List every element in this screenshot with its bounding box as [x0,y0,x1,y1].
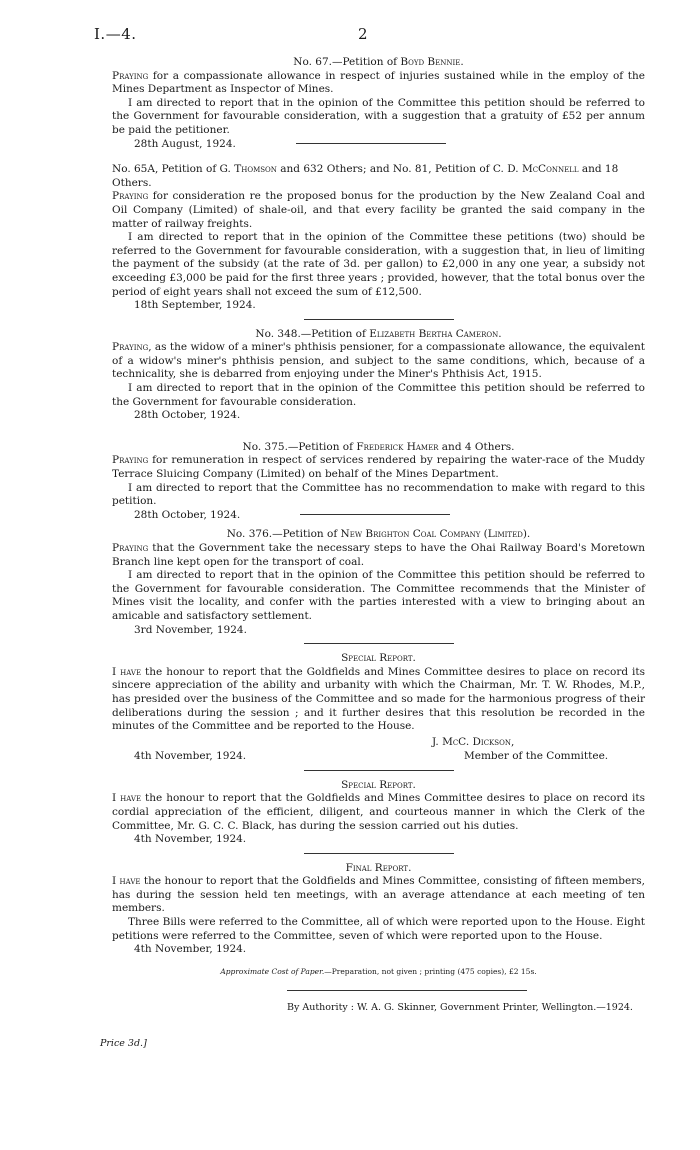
petition-heading: No. 65A, Petition of G. Thomson and 632 Others; and No. 81, Petition of C. D. McConnell and 18 Others. [112,163,619,189]
petition-report: I am directed to report that in the opinion of the Committee these petitions (two) should be referred to the Government for favourable consideration, with a suggestion that, in lieu of limiting the payment of the subsidy (at the rate of 3d. per gallon) to £2,000 in any one year, a subsidy not exceeding £3,000 be paid for the first three years ; provided, however, that the total bonus over the period of eight years shall not exceed the sum of £12,500. [112,231,645,298]
page-number: 2 [358,25,368,43]
petition-348 [112,328,645,423]
price-label: Price 3d.] [100,1038,147,1049]
section-rule [300,514,450,515]
petition-heading: No. 376.—Petition of New Brighton Coal Company (Limited). [226,528,531,541]
final-report [112,862,645,957]
petition-date: 18th September, 1924. [134,299,256,312]
report-body: I have the honour to report that the Goldfields and Mines Committee desires to place on record its cordial appreciation of the efficient, diligent, and courteous manner in which the Clerk of the Committee, Mr. G. C. C. Black, has during the session carried out his duties. [112,792,646,832]
footer-rule [287,990,527,991]
petition-heading: No. 375.—Petition of Frederick Hamer and 4 Others. [242,440,515,453]
petition-praying: Praying for remuneration in respect of services rendered by repairing the water-race of the Muddy Terrace Sluicing Company (Limited) on behalf of the Mines Department. [112,454,645,481]
section-rule [304,853,454,854]
petition-date: 28th October, 1924. [134,409,241,422]
report-heading: Special Report. [341,778,416,791]
petition-praying: Praying, as the widow of a miner's phthisis pensioner, for a compassionate allowance, the equivalent of a widow's miner's phthisis pension, and subject to the same conditions, which, because of a technicality, she is debarred from enjoying under the Miner's Phthisis Act, 1915. [112,341,645,381]
petition-375 [112,441,645,523]
petition-praying: Praying for a compassionate allowance in respect of injuries sustained while in the employ of the Mines Department as Inspector of Mines. [112,69,645,96]
section-rule [304,319,454,320]
petition-376 [112,528,645,637]
petition-report: I am directed to report that the Committee has no recommendation to make with regard to this petition. [112,481,645,508]
section-rule [304,643,454,644]
report-body: I have the honour to report that the Goldfields and Mines Committee desires to place on record its sincere appreciation of the ability and urbanity with which the Chairman, Mr. T. W. Rhodes, M.P., has presided over the business of the Committee and so made for the harmonious progress of their deliberations during the session ; and it further desires that this resolution be recorded in the minutes of the Committee and be reported to the House. [112,665,646,733]
report-body-2: Three Bills were referred to the Committee, all of which were reported upon to the House. Eight petitions were referred to the Committee, seven of which were reported upon to the House. [112,916,645,942]
report-heading: Final Report. [345,861,412,874]
signature-block [112,736,645,764]
petition-heading: No. 348.—Petition of Elizabeth Bertha Cameron. [255,327,502,340]
petition-date: 3rd November, 1924. [134,623,247,636]
report-date: 4th November, 1924. [134,943,247,956]
signature-name: J. McC. Dickson, [432,735,515,748]
cost-note: Approximate Cost of Paper.—Preparation, not given ; printing (475 copies), £2 15s. [220,966,537,976]
report-date: 4th November, 1924. [134,833,247,846]
paper-reference: I.—4. [94,25,137,43]
petition-heading: No. 67.—Petition of Boyd Bennie. [293,56,464,68]
special-report-chairman [112,652,645,764]
petition-report: I am directed to report that in the opinion of the Committee this petition should be referred to the Government for favourable consideration. [112,382,645,408]
special-report-clerk [112,779,645,847]
petition-65a-81 [112,163,645,313]
signature-title: Member of the Committee. [464,749,609,762]
petition-report: I am directed to report that in the opinion of the Committee this petition should be referred to the Government for favourable consideration, with a suggestion that a gratuity of £52 per annum be paid the petitioner. [112,96,645,136]
report-date: 4th November, 1924. [134,749,247,762]
petition-date: 28th October, 1924. [112,509,645,523]
petition-67 [112,56,645,151]
section-rule [296,143,446,144]
report-body: I have the honour to report that the Goldfields and Mines Committee, consisting of fifteen members, has during the session held ten meetings, with an average attendance at each meeting of ten members. [112,875,645,915]
printer-imprint: By Authority : W. A. G. Skinner, Government Printer, Wellington.—1924. [287,1002,633,1014]
petition-praying: Praying for consideration re the proposed bonus for the production by the New Zealand Coal and Oil Company (Limited) of shale-oil, and that every facility be granted the said company in the matter of railway freights. [112,190,645,230]
petition-date: 28th August, 1924. [112,138,645,152]
page-header [94,25,645,50]
petition-praying: Praying that the Government take the necessary steps to have the Ohai Railway Board's Moretown Branch line kept open for the transport of coal. [112,542,645,568]
petition-report: I am directed to report that in the opinion of the Committee this petition should be referred to the Government for favourable consideration. The Committee recommends that the Minister of Mines visit the locality, and confer with the parties interested with a view to bringing about an amicable and satisfactory settlement. [112,569,645,622]
section-rule [304,770,454,771]
report-heading: Special Report. [341,652,416,665]
